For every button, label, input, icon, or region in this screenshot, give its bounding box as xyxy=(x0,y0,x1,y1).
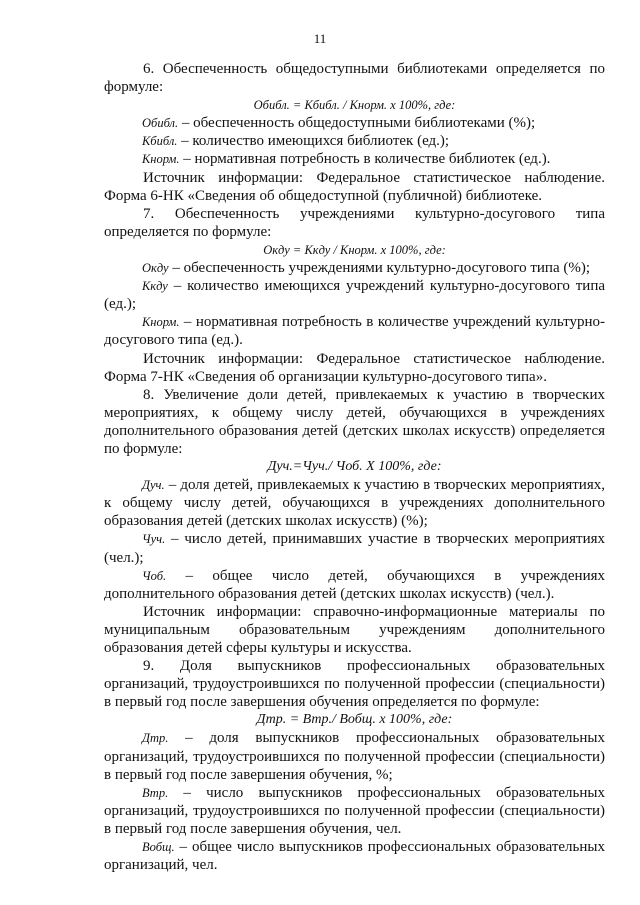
section-8-def xyxy=(104,530,605,566)
def-text: – доля выпускников профессиональных образовательных организаций, трудоустроившихся по полученной профессии (специальности) в первый год после завершения обучения, %; xyxy=(104,730,605,783)
section-7-def xyxy=(104,259,605,277)
section-9-def xyxy=(104,729,605,783)
page-body xyxy=(104,60,605,874)
def-text: – доля детей, привлекаемых к участию в творческих мероприятиях, к общему числу детей, обучающихся в учреждениях дополнительного образования детей (детских школах искусств) (%); xyxy=(104,477,605,530)
def-text: – число детей, принимавших участие в творческих мероприятиях (чел.); xyxy=(104,531,605,566)
def-text: – общее число выпускников профессиональных образовательных организаций, чел. xyxy=(104,839,605,874)
section-6-def xyxy=(104,150,605,168)
def-text: – число выпускников профессиональных образовательных организаций, трудоустроившихся по полученной профессии (специальности) в первый год после завершения обучения, чел. xyxy=(104,784,605,837)
section-8-formula: Дуч.=Чуч./ Чоб. Х 100%, где: xyxy=(267,459,442,475)
def-term: Дуч. xyxy=(142,478,165,493)
def-term: Кбибл. xyxy=(142,134,178,149)
def-text: – нормативная потребность в количестве учреждений культурно-досугового типа (ед.). xyxy=(104,314,605,349)
section-9-def xyxy=(104,838,605,874)
def-text: – количество имеющихся учреждений культурно-досугового типа (ед.); xyxy=(104,278,605,313)
section-7-def xyxy=(104,313,605,349)
def-term: Чоб. xyxy=(142,568,167,583)
section-6-def xyxy=(104,114,605,132)
section-6-source: Источник информации: Федеральное статистическое наблюдение. Форма 6-НК «Сведения об общедоступной (публичной) библиотеке. xyxy=(104,169,605,204)
def-term: Ккду xyxy=(142,279,168,294)
section-9-def xyxy=(104,784,605,838)
def-text: – нормативная потребность в количестве библиотек (ед.). xyxy=(179,151,551,168)
section-7-source: Источник информации: Федеральное статистическое наблюдение. Форма 7-НК «Сведения об организации культурно-досугового типа». xyxy=(104,350,605,385)
section-9-formula: Дтр. = Втр./ Вобщ. х 100%, где: xyxy=(256,712,453,728)
section-8-def xyxy=(104,476,605,530)
section-6-formula: Обибл. = Кбибл. / Кнорм. х 100%, где: xyxy=(253,98,456,113)
def-term: Втр. xyxy=(142,785,169,800)
def-text: – обеспеченность общедоступными библиотеками (%); xyxy=(178,115,536,132)
def-term: Чуч. xyxy=(142,532,166,547)
def-term: Дтр. xyxy=(142,731,169,746)
page-number: 11 xyxy=(313,31,327,46)
section-7-def xyxy=(104,277,605,313)
def-text: – количество имеющихся библиотек (ед.); xyxy=(177,133,450,150)
def-term: Обибл. xyxy=(142,116,179,131)
def-text: – общее число детей, обучающихся в учреждениях дополнительного образования детей (детских школах искусств) (чел.). xyxy=(104,567,605,602)
def-term: Кнорм. xyxy=(142,152,180,167)
section-7-formula: Окду = Ккду / Кнорм. х 100%, где: xyxy=(263,242,446,257)
def-term: Кнорм. xyxy=(142,315,180,330)
section-6-def xyxy=(104,132,605,150)
section-8-source: Источник информации: справочно-информационные материалы по муниципальным образовательным учреждениям дополнительного образования детей сферы культуры и искусства. xyxy=(104,603,605,656)
def-text: – обеспеченность учреждениями культурно-досугового типа (%); xyxy=(168,260,591,277)
section-7-intro: 7. Обеспеченность учреждениями культурно-досугового типа определяется по формуле: xyxy=(104,205,605,240)
def-term: Окду xyxy=(142,261,169,276)
section-8-intro: 8. Увеличение доли детей, привлекаемых к участию в творческих мероприятиях, к общему числу детей, обучающихся в учреждениях дополнительного образования детей (детских школах искусств) определяется по формуле: xyxy=(104,386,605,457)
def-term: Вобщ. xyxy=(142,840,175,855)
section-8-def xyxy=(104,567,605,603)
section-9-intro: 9. Доля выпускников профессиональных образовательных организаций, трудоустроившихся по полученной профессии (специальности) в первый год после завершения обучения определяется по формуле: xyxy=(104,658,605,711)
section-6-intro: 6. Обеспеченность общедоступными библиотеками определяется по формуле: xyxy=(104,61,605,96)
